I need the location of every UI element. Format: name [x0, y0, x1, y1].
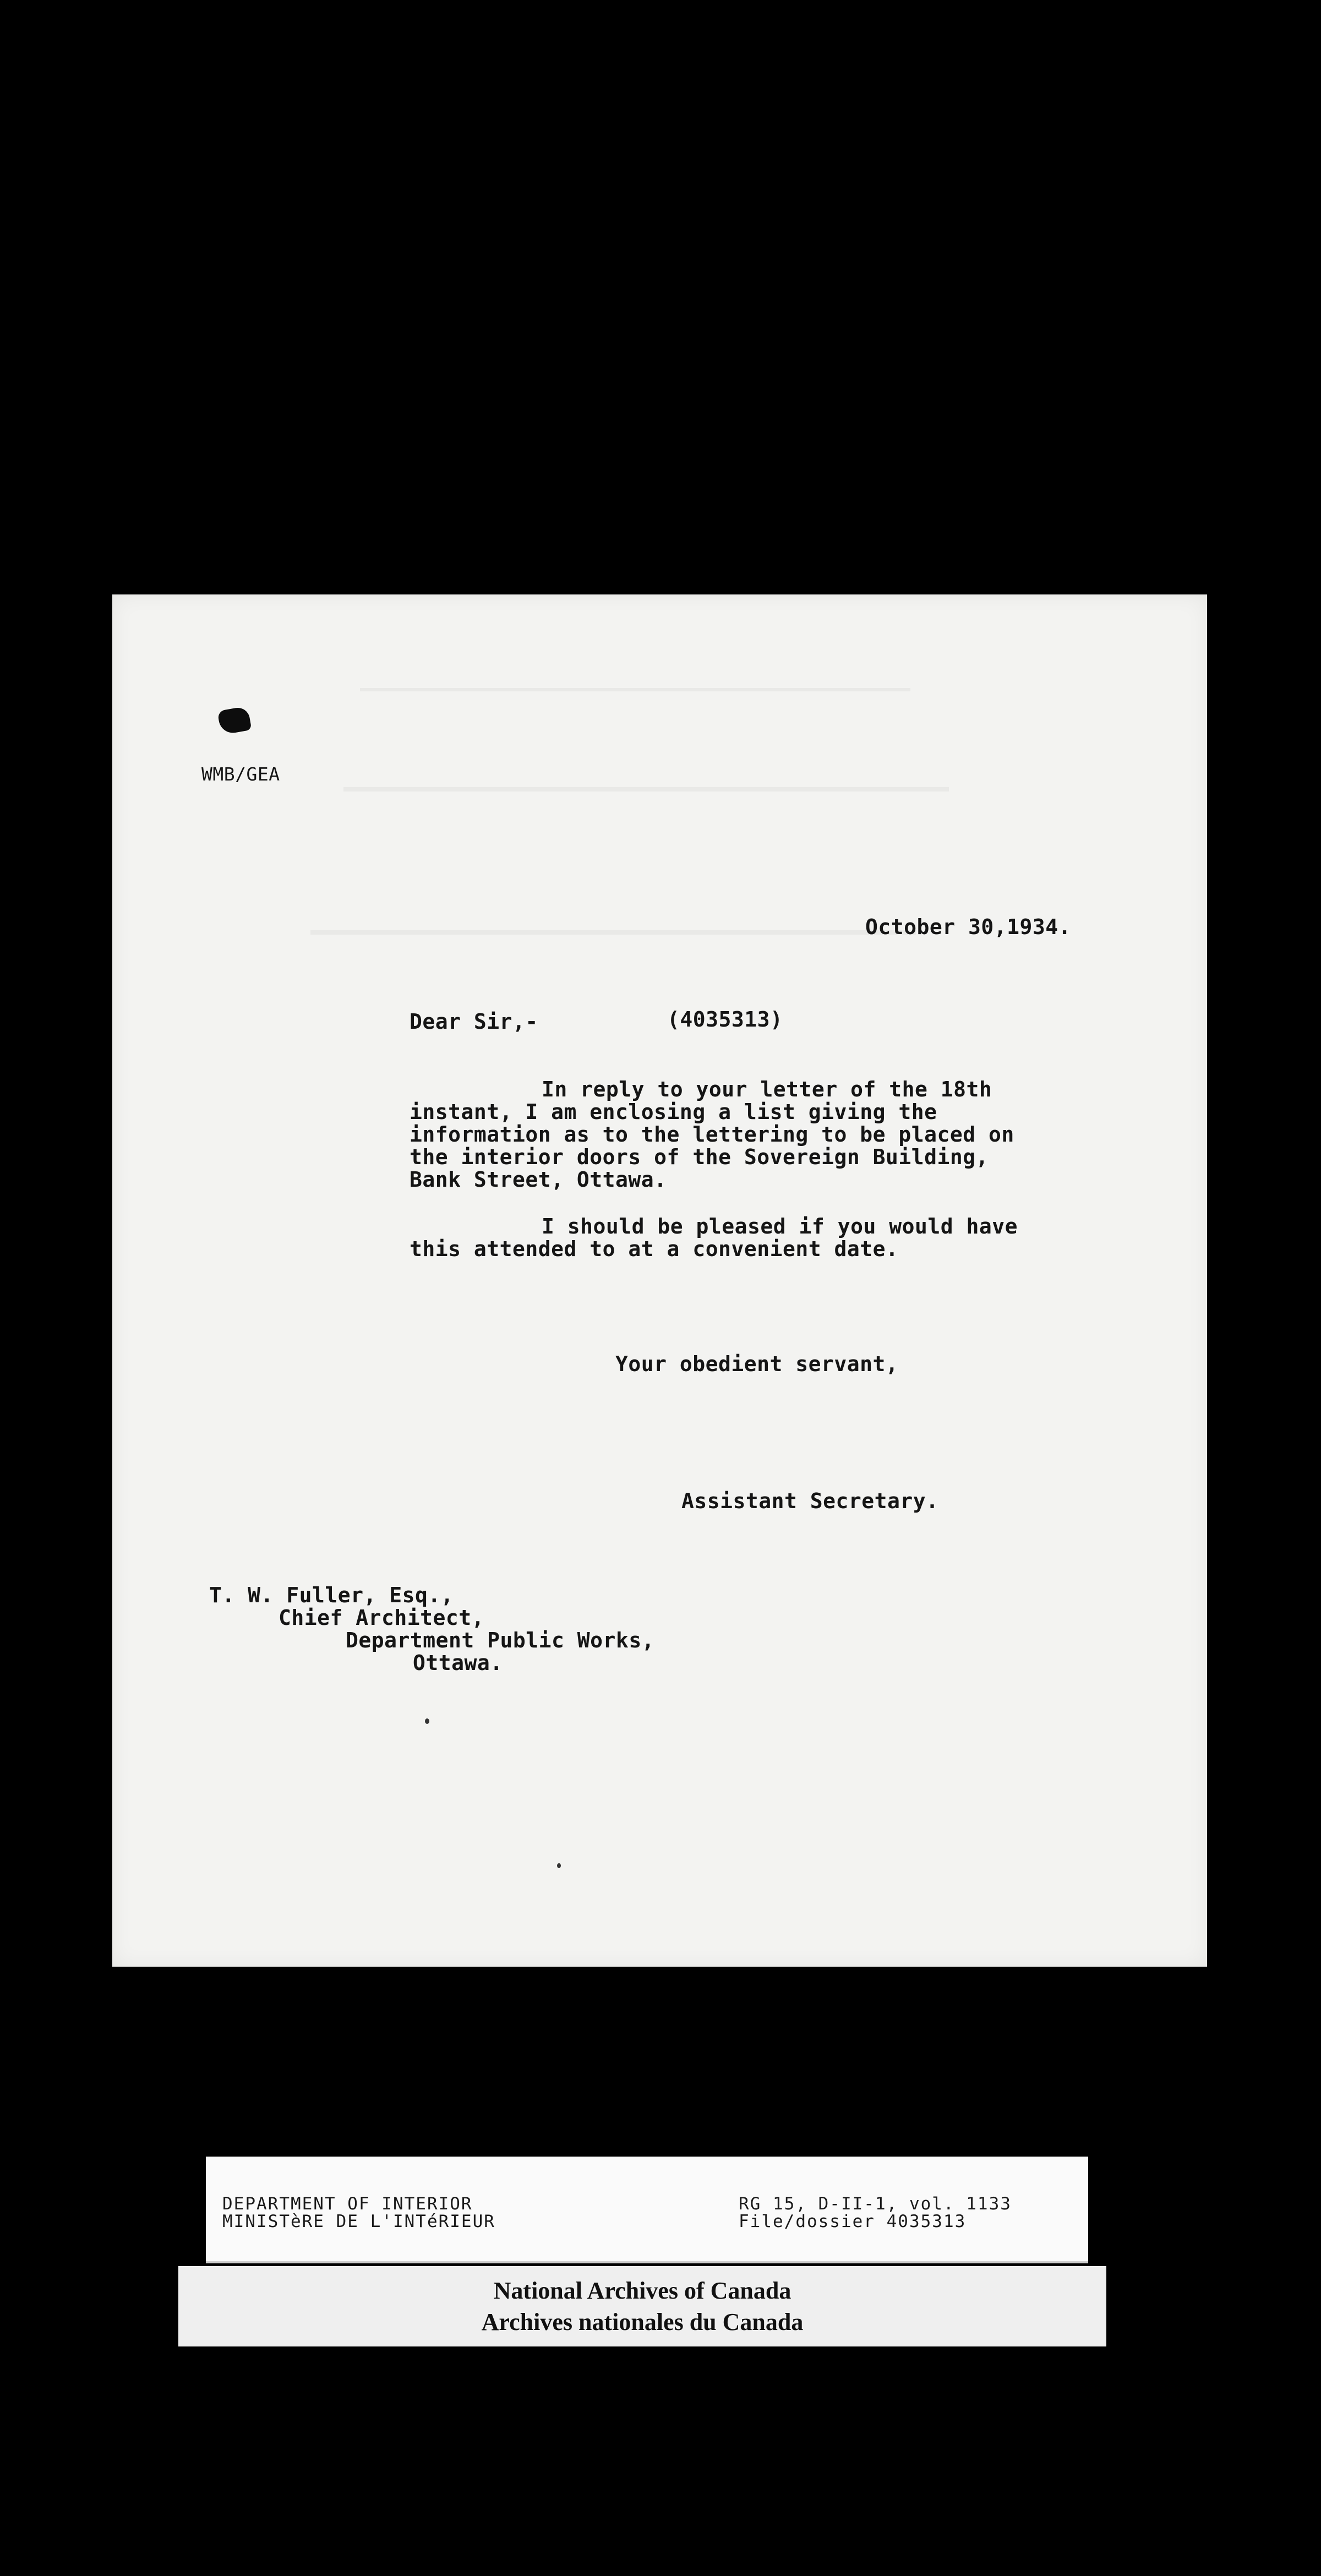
department-name-fr: MINISTèRE DE L'INTéRIEUR: [222, 2212, 495, 2231]
addressee-title: Chief Architect,: [279, 1606, 485, 1630]
archives-name-en: National Archives of Canada: [493, 2277, 791, 2304]
paragraph-line: Bank Street, Ottawa.: [410, 1167, 667, 1192]
show-through-shadow: [360, 688, 910, 724]
salutation: Dear Sir,-: [410, 1009, 538, 1034]
letter-page: [112, 594, 1207, 1967]
addressee-city: Ottawa.: [413, 1651, 503, 1675]
paragraph-line: information as to the lettering to be placed on: [410, 1122, 1014, 1147]
department-block: [222, 2195, 495, 2230]
letter-date: October 30,1934.: [865, 915, 1072, 939]
show-through-shadow: [310, 930, 916, 968]
department-name-en: DEPARTMENT OF INTERIOR: [222, 2194, 473, 2214]
archive-reference-label: [206, 2157, 1088, 2263]
paragraph-line: In reply to your letter of the 18th: [542, 1077, 992, 1101]
paragraph-line: instant, I am enclosing a list giving the: [410, 1100, 937, 1124]
addressee-name: T. W. Fuller, Esq.,: [209, 1583, 454, 1607]
ink-speck: [425, 1718, 429, 1724]
signatory-title: Assistant Secretary.: [681, 1489, 939, 1513]
closing: Your obedient servant,: [615, 1352, 899, 1376]
archives-name-fr: Archives nationales du Canada: [481, 2308, 804, 2335]
file-dossier-number: File/dossier 4035313: [739, 2212, 967, 2231]
file-number: (4035313): [667, 1007, 783, 1032]
show-through-shadow: [343, 787, 949, 825]
ink-speck: [557, 1863, 561, 1868]
archives-banner: [178, 2266, 1106, 2346]
reference-block: [739, 2195, 1012, 2230]
reference-initials: WMB/GEA: [201, 763, 280, 785]
paragraph-line: the interior doors of the Sovereign Building,: [410, 1145, 989, 1169]
addressee-department: Department Public Works,: [346, 1628, 655, 1652]
paragraph-line: I should be pleased if you would have: [542, 1214, 1018, 1238]
paragraph-line: this attended to at a convenient date.: [410, 1237, 899, 1261]
record-group-reference: RG 15, D-II-1, vol. 1133: [739, 2194, 1012, 2214]
